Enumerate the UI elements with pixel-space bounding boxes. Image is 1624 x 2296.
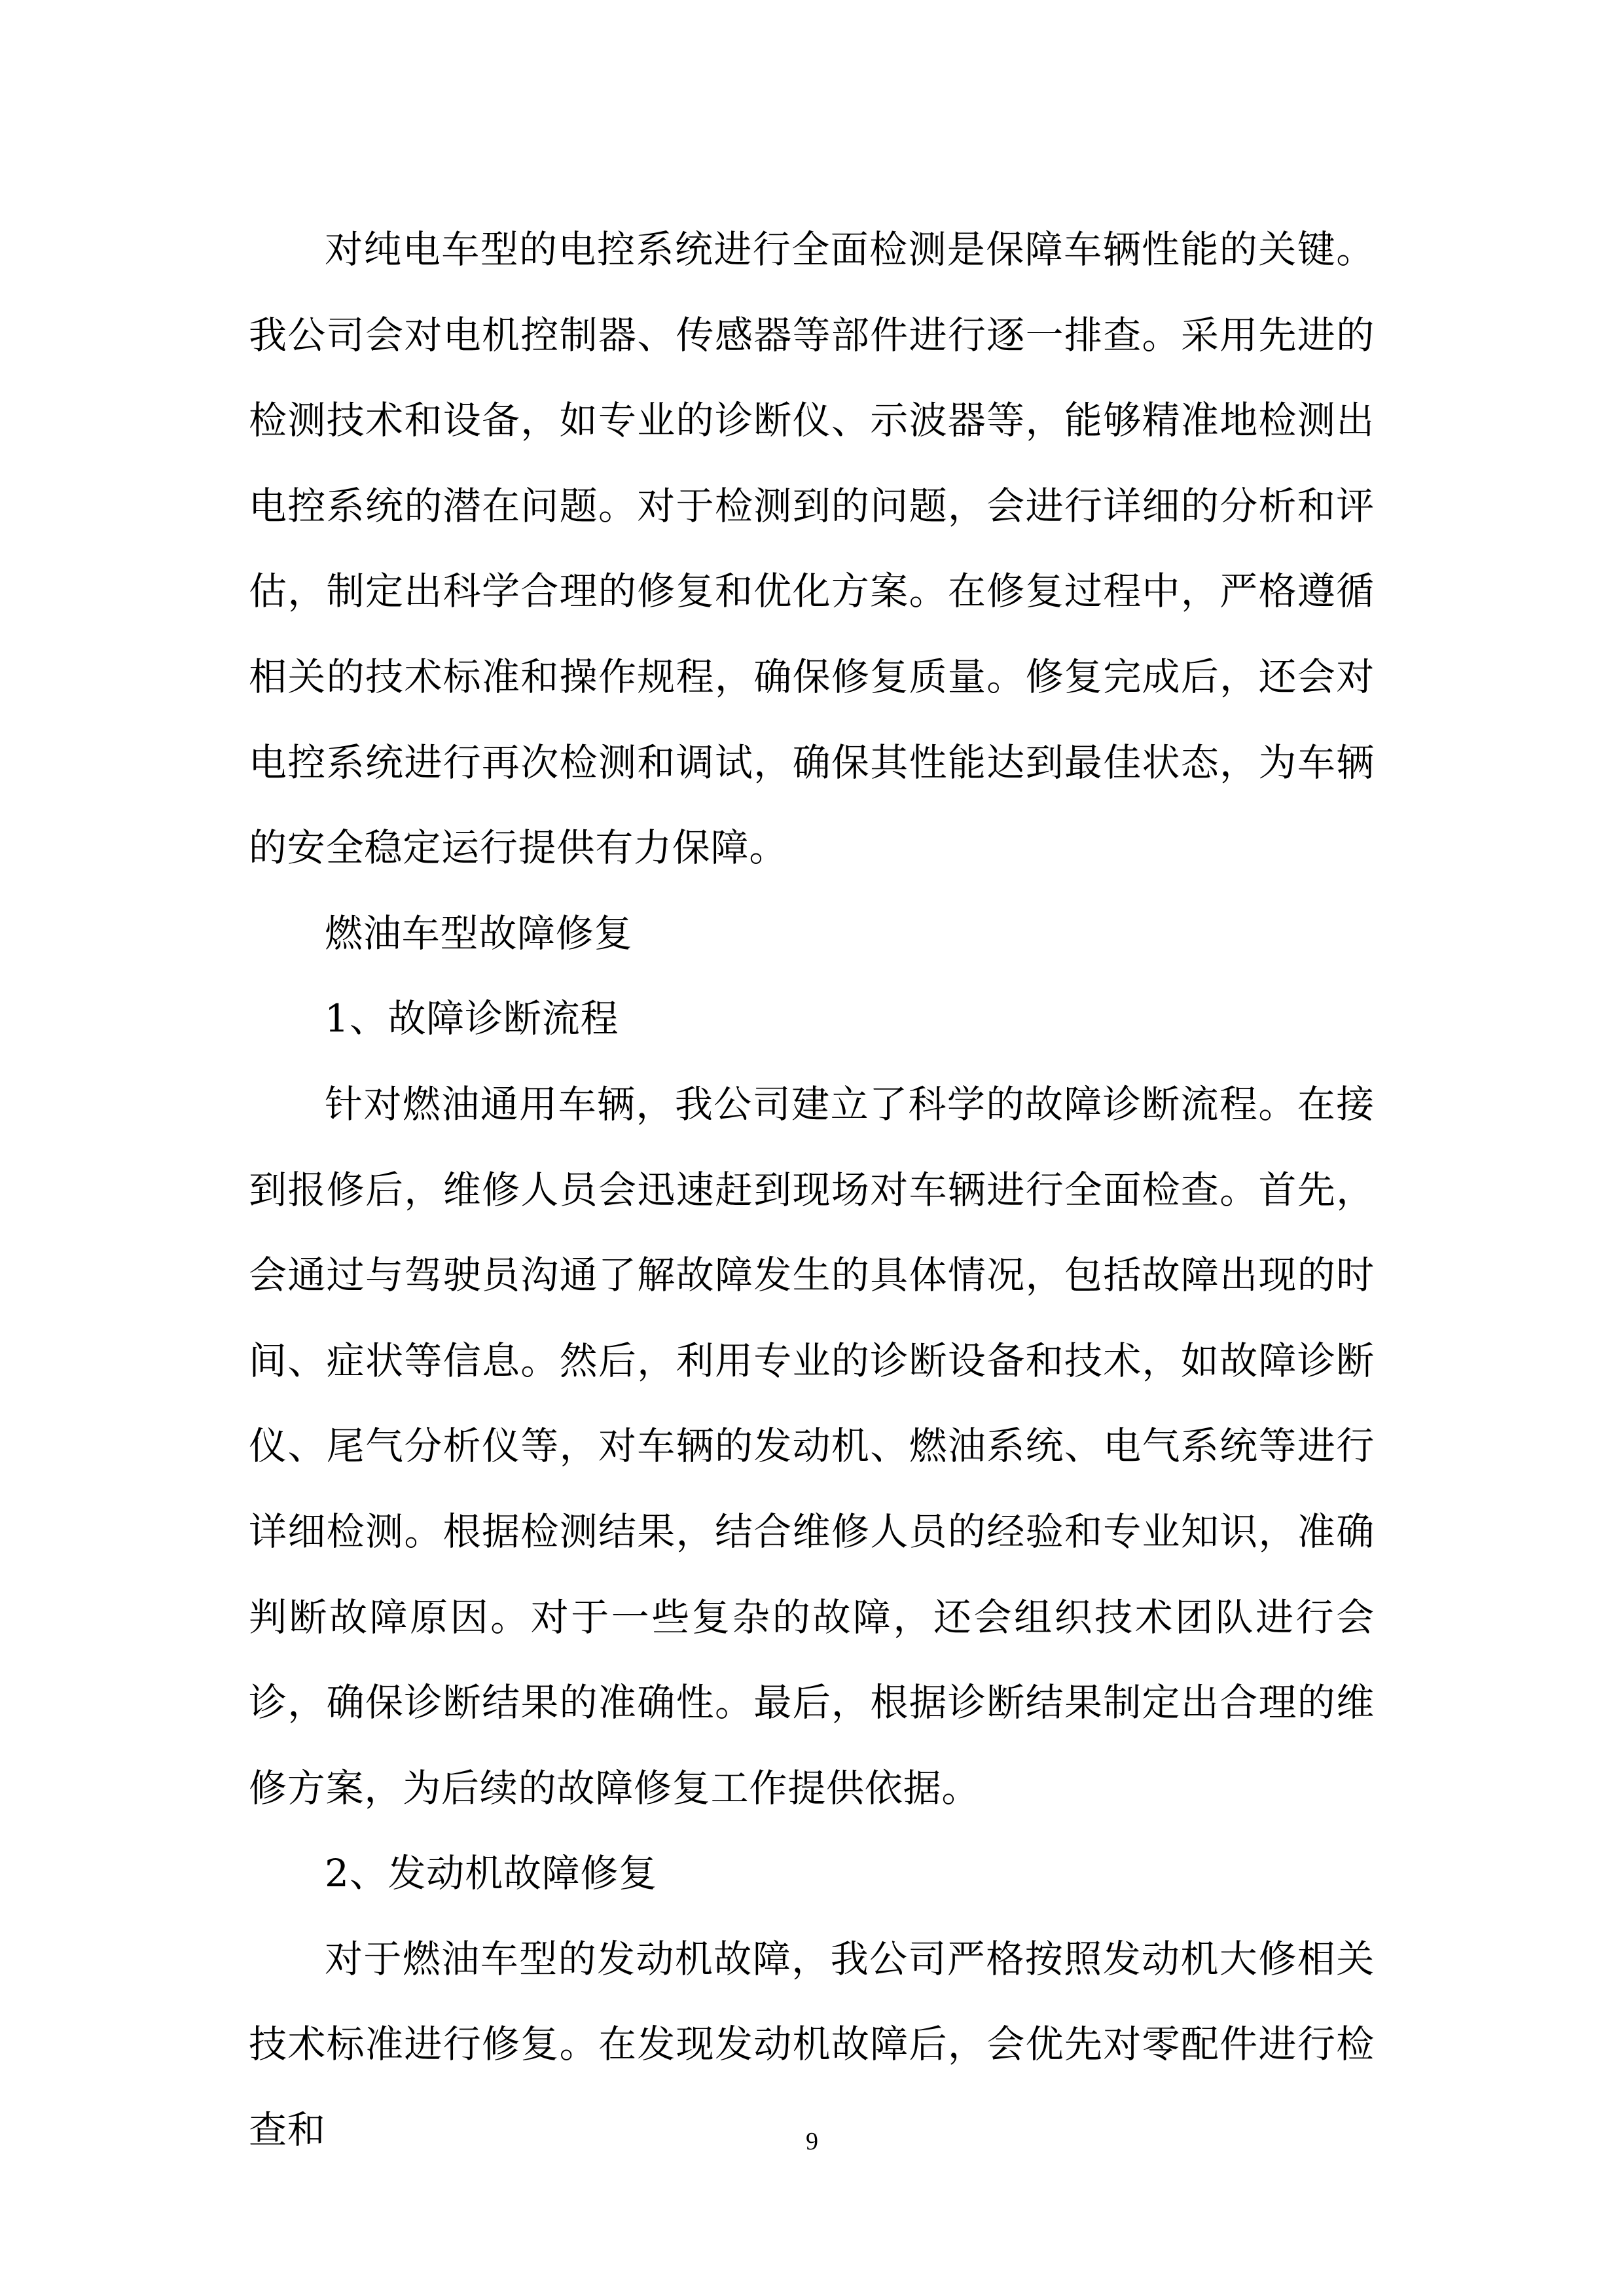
subheading-fault-diagnosis-process: 1、故障诊断流程 <box>325 996 619 1041</box>
paragraph-engine-repair: 对于燃油车型的发动机故障，我公司严格按照发动机大修相关技术标准进行修复。在发现发动机故障后，会优先对零配件进行检查和 <box>249 1936 1375 2153</box>
page-number: 9 <box>806 2128 818 2155</box>
section-heading-fuel-vehicle-repair: 燃油车型故障修复 <box>325 910 633 956</box>
subheading-engine-fault-repair: 2、发动机故障修复 <box>325 1851 658 1896</box>
paragraph-fault-diagnosis: 针对燃油通用车辆，我公司建立了科学的故障诊断流程。在接到报修后，维修人员会迅速赶到现场对车辆进行全面检查。首先，会通过与驾驶员沟通了解故障发生的具体情况，包括故障出现的时间、症状等信息。然后，利用专业的诊断设备和技术，如故障诊断仪、尾气分析仪等，对车辆的发动机、燃油系统、电气系统等进行详细检测。根据检测结果，结合维修人员的经验和专业知识，准确判断故障原因。对于一些复杂的故障，还会组织技术团队进行会诊，确保诊断结果的准确性。最后，根据诊断结果制定出合理的维修方案，为后续的故障修复工作提供依据。 <box>249 1081 1375 1810</box>
body-text <box>249 207 1375 2173</box>
paragraph-ev-control-inspection: 对纯电车型的电控系统进行全面检测是保障车辆性能的关键。我公司会对电机控制器、传感器等部件进行逐一排查。采用先进的检测技术和设备，如专业的诊断仪、示波器等，能够精准地检测出电控系统的潜在问题。对于检测到的问题，会进行详细的分析和评估，制定出科学合理的修复和优化方案。在修复过程中，严格遵循相关的技术标准和操作规程，确保修复质量。修复完成后，还会对电控系统进行再次检测和调试，确保其性能达到最佳状态，为车辆的安全稳定运行提供有力保障。 <box>249 227 1375 870</box>
